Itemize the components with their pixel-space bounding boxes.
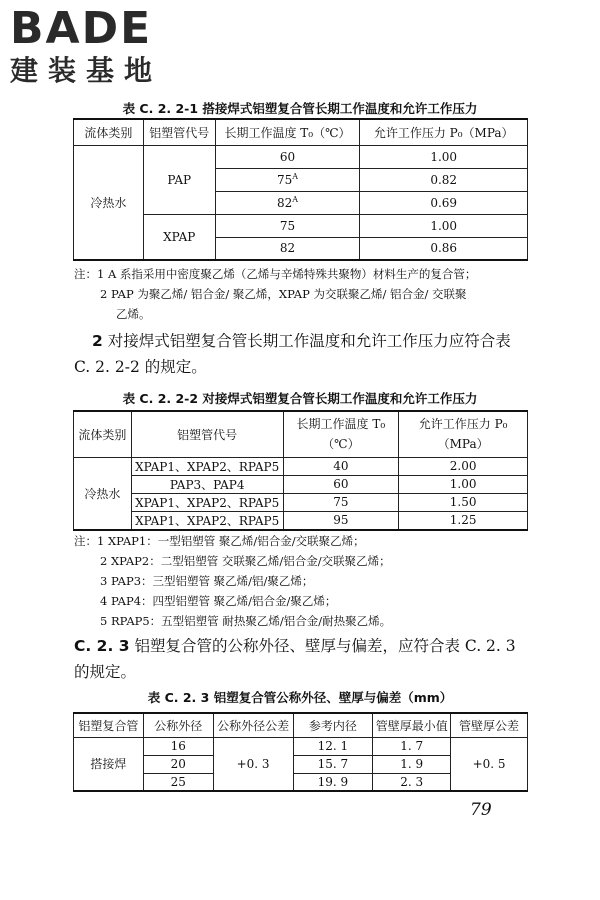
table3 — [73, 712, 528, 792]
note-line: 注：1 XPAP1：一型铝塑管 聚乙烯/铝合金/交联聚乙烯； — [74, 534, 365, 548]
paragraph-2 — [74, 633, 529, 685]
table1-temp-cell: 60 — [215, 145, 360, 168]
paragraph-1 — [74, 328, 529, 380]
table3-header-row — [74, 713, 528, 737]
table1-header-pressure: 允许工作压力 P₀（MPa） — [360, 119, 528, 145]
table1 — [73, 118, 528, 261]
table1-temp-cell: $75^A$ — [215, 168, 360, 191]
logo-main-text: BADE — [10, 3, 153, 54]
note-line: 注：1 A 系指采用中密度聚乙烯（乙烯与辛烯特殊共聚物）材料生产的复合管； — [74, 267, 477, 281]
table3-header-wall-tol: 管壁厚公差 — [451, 713, 528, 737]
table2-fluid-cell: 冷热水 — [74, 457, 132, 530]
table2-pressure-cell: 2.00 — [399, 457, 528, 475]
table1-temp-cell: 75 — [215, 214, 360, 237]
table-row — [74, 511, 528, 530]
table2-temp-cell: 40 — [283, 457, 399, 475]
table3-header-od: 公称外径 — [143, 713, 213, 737]
table-row — [74, 457, 528, 475]
table1-header-row — [74, 119, 528, 145]
table3-header-type: 铝塑复合管 — [74, 713, 144, 737]
table2-code-cell: PAP3、PAP4 — [131, 475, 283, 493]
note-line: 3 PAP3：三型铝塑管 聚乙烯/铝/聚乙烯； — [100, 574, 314, 588]
table-row — [74, 493, 528, 511]
table3-od-cell: 25 — [143, 773, 213, 791]
table3-id-cell: 15. 7 — [293, 755, 373, 773]
table3-header-id: 参考内径 — [293, 713, 373, 737]
table-row — [74, 737, 528, 755]
table3-od-tol-cell: +0. 3 — [213, 737, 293, 791]
table2-pressure-cell: 1.00 — [399, 475, 528, 493]
table1-pressure-cell: 0.86 — [360, 237, 528, 260]
table1-pressure-cell: 1.00 — [360, 145, 528, 168]
table2-temp-cell: 75 — [283, 493, 399, 511]
table3-od-cell: 16 — [143, 737, 213, 755]
note-line: 乙烯。 — [116, 307, 151, 321]
table3-wall-cell: 1. 9 — [373, 755, 451, 773]
table1-code-cell: PAP — [143, 145, 215, 214]
paragraph-2-number: C. 2. 3 — [74, 637, 130, 655]
table1-caption: 表 C. 2. 2-1 搭接焊式铝塑复合管长期工作温度和允许工作压力 — [122, 101, 478, 116]
paragraph-2-text: 铝塑复合管的公称外径、壁厚与偏差，应符合表 C. 2. 3 的规定。 — [74, 637, 516, 681]
table1-header-temp: 长期工作温度 T₀（℃） — [215, 119, 360, 145]
table-row — [74, 475, 528, 493]
table2-pressure-cell: 1.50 — [399, 493, 528, 511]
note-line: 4 PAP4：四型铝塑管 聚乙烯/铝合金/聚乙烯； — [100, 594, 337, 608]
page-number: 79 — [470, 800, 492, 820]
table2-code-cell: XPAP1、XPAP2、RPAP5 — [131, 511, 283, 530]
table1-temp-cell: 82 — [215, 237, 360, 260]
table2-header-temp: 长期工作温度 T₀ （℃） — [283, 411, 399, 457]
table2-temp-cell: 95 — [283, 511, 399, 530]
table2-code-cell: XPAP1、XPAP2、RPAP5 — [131, 493, 283, 511]
table1-pressure-cell: 1.00 — [360, 214, 528, 237]
table3-od-cell: 20 — [143, 755, 213, 773]
table2-pressure-cell: 1.25 — [399, 511, 528, 530]
table1-header-fluid: 流体类别 — [74, 119, 144, 145]
table2-caption: 表 C. 2. 2-2 对接焊式铝塑复合管长期工作温度和允许工作压力 — [122, 391, 478, 406]
table3-id-cell: 19. 9 — [293, 773, 373, 791]
table3-wall-tol-cell: +0. 5 — [451, 737, 528, 791]
table1-header-code: 铝塑管代号 — [143, 119, 215, 145]
table-row — [74, 145, 528, 168]
table2 — [73, 410, 528, 531]
paragraph-1-number: 2 — [92, 332, 103, 350]
table1-pressure-cell: 0.69 — [360, 191, 528, 214]
table2-header-fluid: 流体类别 — [74, 411, 132, 457]
note-line: 2 XPAP2：二型铝塑管 交联聚乙烯/铝合金/交联聚乙烯； — [100, 554, 391, 568]
table1-pressure-cell: 0.82 — [360, 168, 528, 191]
table1-fluid-cell: 冷热水 — [74, 145, 144, 260]
table3-header-od-tol: 公称外径公差 — [213, 713, 293, 737]
table2-header-row — [74, 411, 528, 457]
table3-header-wall-min: 管壁厚最小值 — [373, 713, 451, 737]
note-line: 2 PAP 为聚乙烯/ 铝合金/ 聚乙烯，XPAP 为交联聚乙烯/ 铝合金/ 交联聚 — [100, 287, 467, 301]
table3-wall-cell: 2. 3 — [373, 773, 451, 791]
table3-id-cell: 12. 1 — [293, 737, 373, 755]
paragraph-1-text: 对接焊式铝塑复合管长期工作温度和允许工作压力应符合表 C. 2. 2-2 的规定。 — [74, 332, 511, 376]
table3-caption: 表 C. 2. 3 铝塑复合管公称外径、壁厚与偏差（mm） — [147, 690, 453, 705]
table3-wall-cell: 1. 7 — [373, 737, 451, 755]
table1-temp-cell: $82^A$ — [215, 191, 360, 214]
note-line: 5 RPAP5：五型铝塑管 耐热聚乙烯/铝合金/耐热聚乙烯。 — [100, 614, 392, 628]
table2-header-code: 铝塑管代号 — [131, 411, 283, 457]
table1-code-cell: XPAP — [143, 214, 215, 260]
table3-type-cell: 搭接焊 — [74, 737, 144, 791]
table2-temp-cell: 60 — [283, 475, 399, 493]
table1-notes — [74, 264, 534, 324]
logo — [10, 3, 180, 88]
table2-code-cell: XPAP1、XPAP2、RPAP5 — [131, 457, 283, 475]
table2-header-pressure: 允许工作压力 P₀ （MPa） — [399, 411, 528, 457]
table2-notes — [74, 531, 534, 631]
logo-sub-text: 建装基地 — [10, 54, 163, 87]
